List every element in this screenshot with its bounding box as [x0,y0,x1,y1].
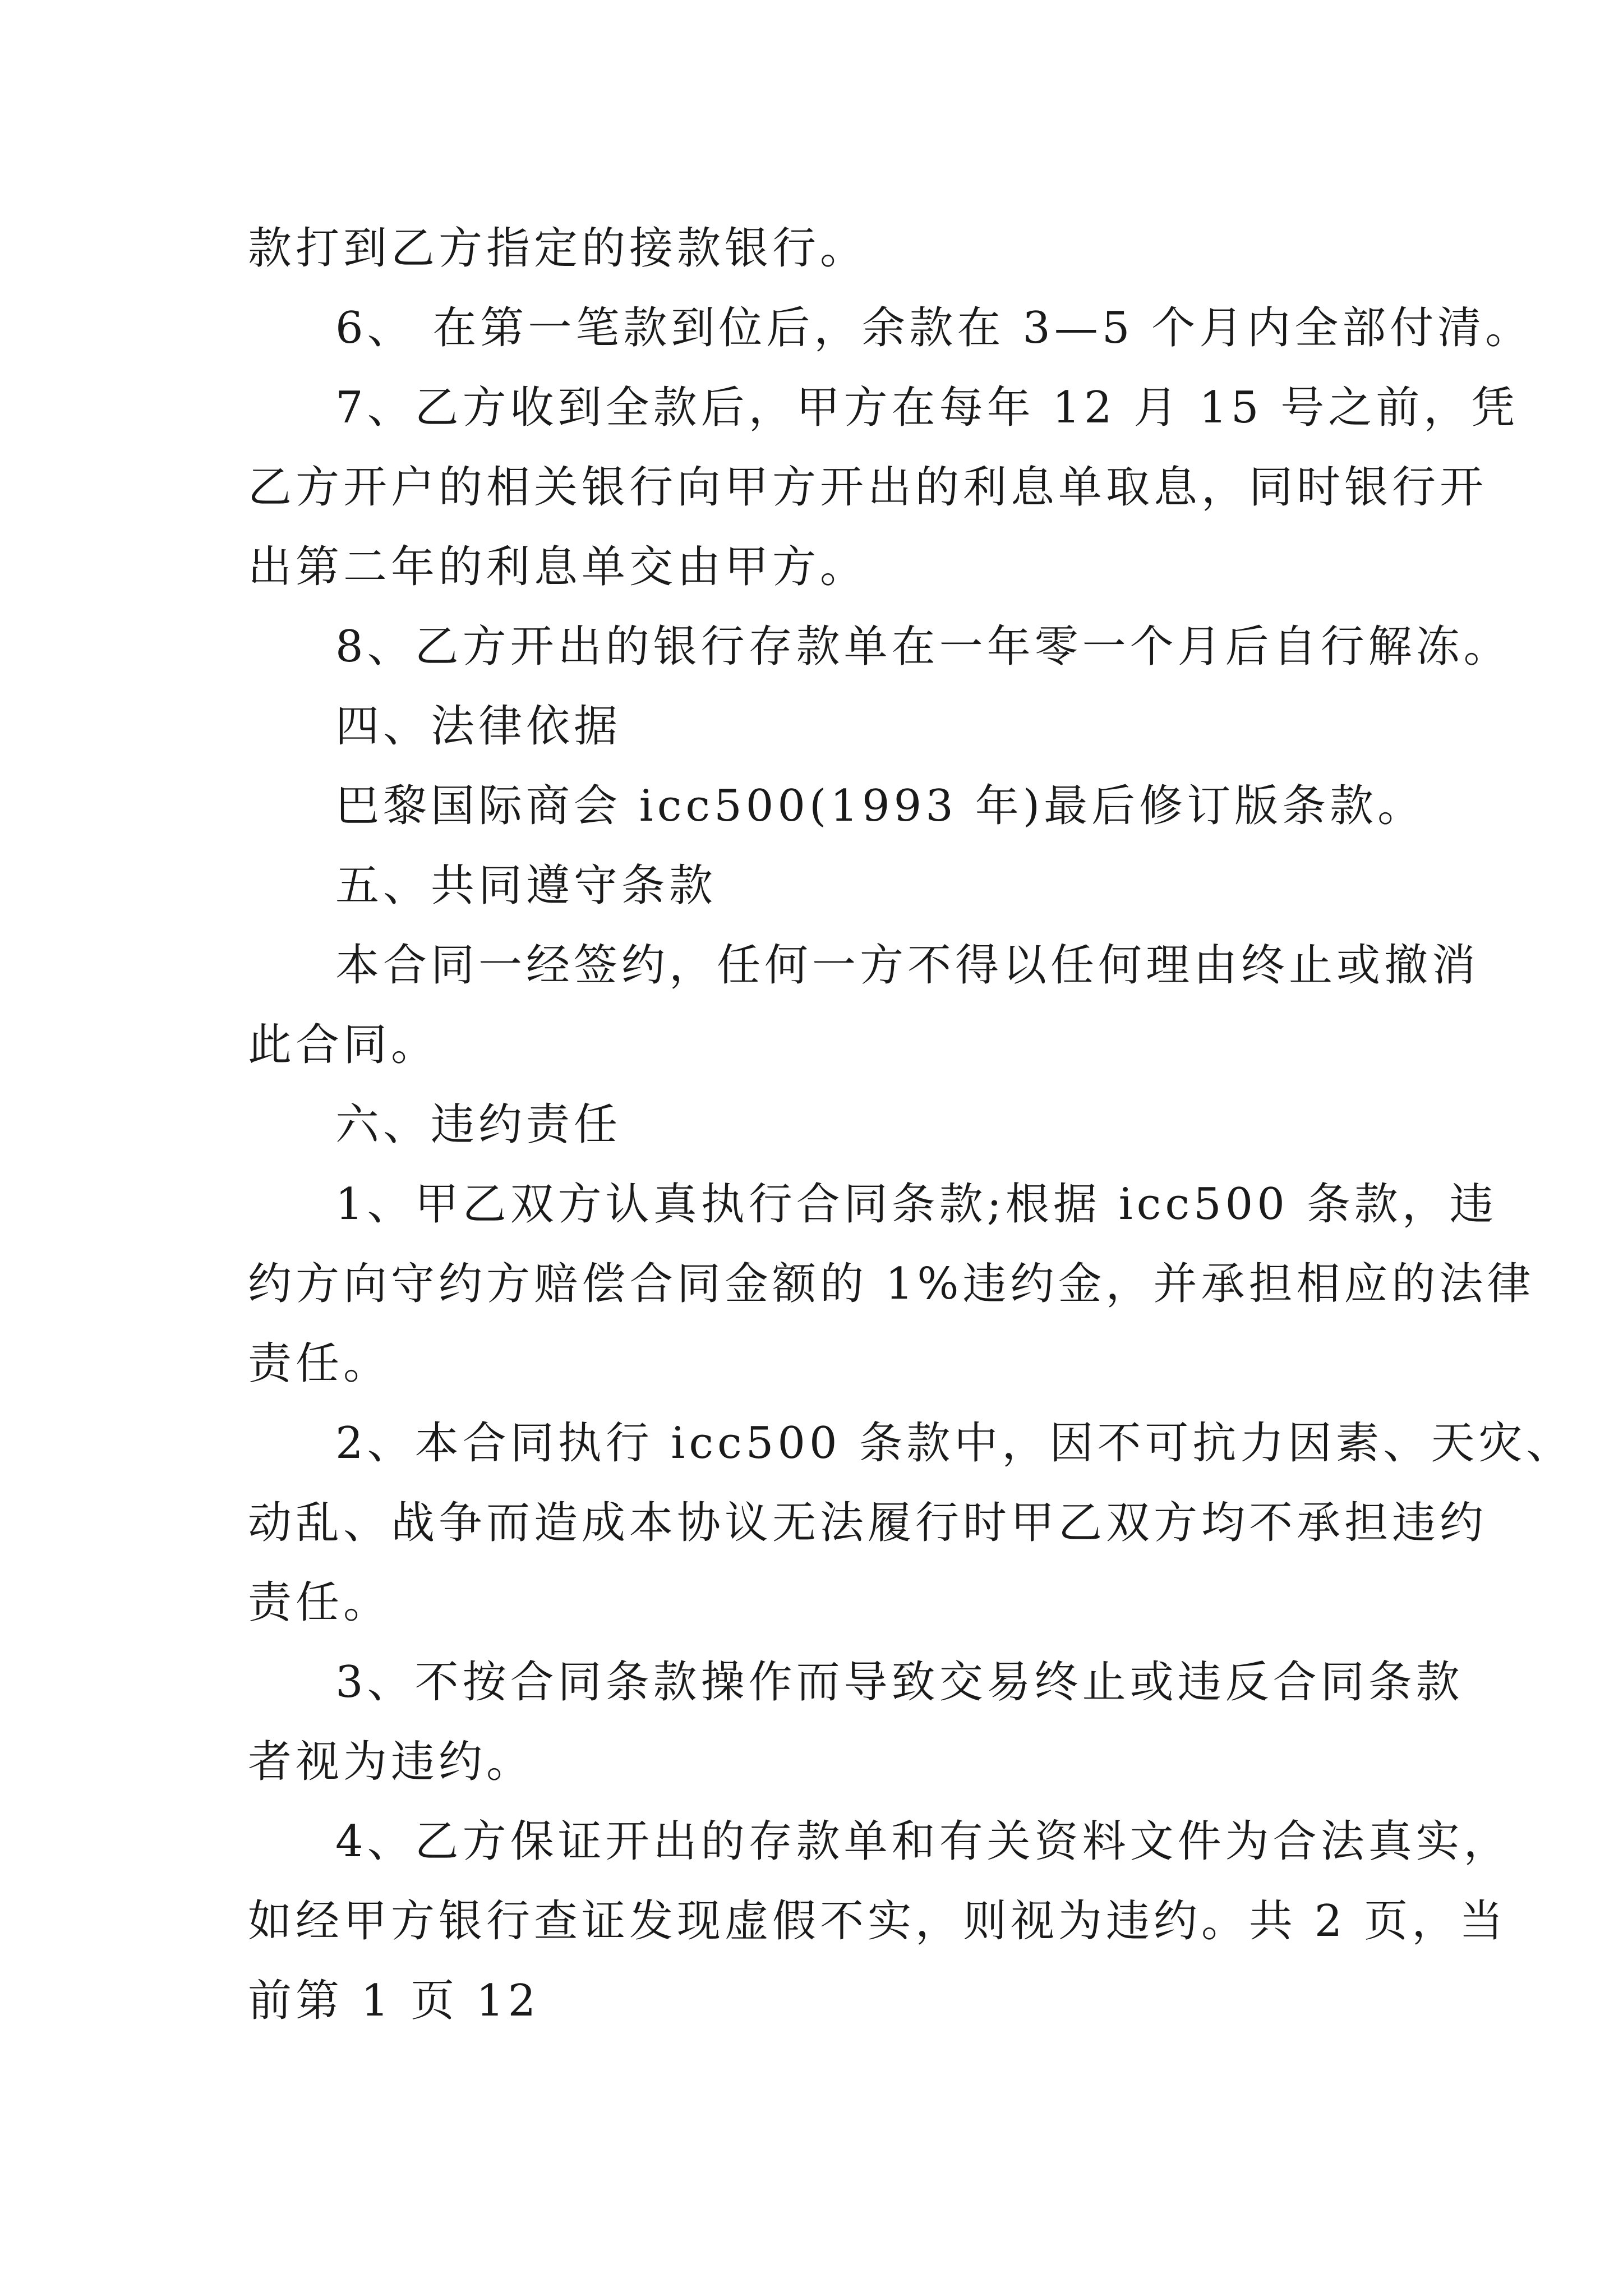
text-line: 本合同一经签约，任何一方不得以任何理由终止或撤消 [335,940,1480,991]
text-line: 7、乙方收到全款后，甲方在每年 12 月 15 号之前，凭 [335,383,1519,433]
text-line: 2、本合同执行 icc500 条款中，因不可抗力因素、天灾、 [335,1418,1574,1469]
document-body [248,209,1574,2041]
text-line: 出第二年的利息单交由甲方。 [248,542,868,592]
text-line: 1、甲乙双方认真执行合同条款;根据 icc500 条款，违 [335,1179,1497,1230]
text-line: 4、乙方保证开出的存款单和有关资料文件为合法真实， [335,1816,1511,1867]
text-line: 动乱、战争而造成本协议无法履行时甲乙双方均不承担违约 [248,1498,1488,1548]
text-line: 责任。 [248,1577,391,1628]
text-line: 3、不按合同条款操作而导致交易终止或违反合同条款 [335,1657,1464,1708]
text-line: 6、 在第一笔款到位后，余款在 3—5 个月内全部付清。 [335,303,1533,353]
text-line: 款打到乙方指定的接款银行。 [248,223,868,274]
text-line: 乙方开户的相关银行向甲方开出的利息单取息，同时银行开 [248,462,1488,513]
section-heading: 五、共同遵守条款 [335,861,717,911]
text-line: 此合同。 [248,1020,439,1070]
text-line: 8、乙方开出的银行存款单在一年零一个月后自行解冻。 [335,622,1511,672]
section-heading: 六、违约责任 [335,1099,622,1150]
text-line: 责任。 [248,1338,391,1389]
text-line: 约方向守约方赔偿合同金额的 1%违约金，并承担相应的法律 [248,1259,1535,1309]
text-line: 者视为违约。 [248,1737,534,1787]
text-line: 如经甲方银行查证发现虚假不实，则视为违约。共 2 页，当 [248,1896,1507,1947]
text-line: 巴黎国际商会 icc500(1993 年)最后修订版条款。 [335,781,1426,831]
page-indicator: 前第 1 页 12 [248,1976,540,2026]
section-heading: 四、法律依据 [335,701,622,752]
